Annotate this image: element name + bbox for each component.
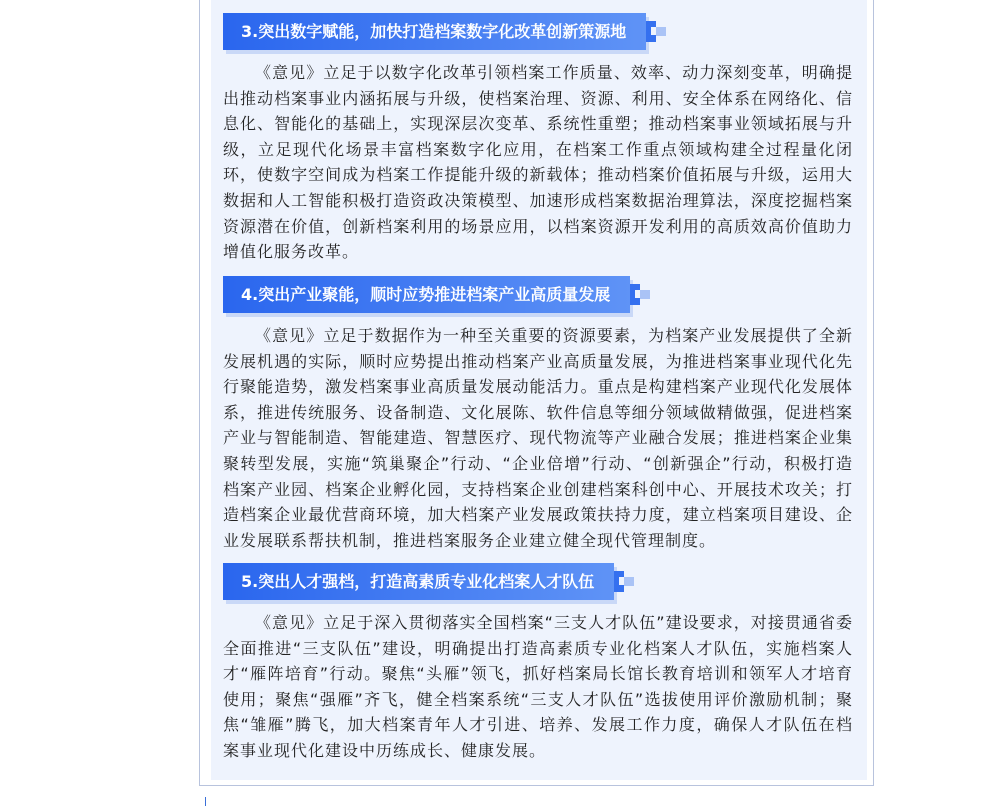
section-heading (223, 13, 646, 50)
section-paragraph: 《意见》立足于深入贯彻落实全国档案“三支人才队伍”建设要求，对接贯通省委全面推进“三支队伍”建设，明确提出打造高素质专业化档案人才队伍，实施档案人才“雁阵培育”行动。聚焦“头雁”领飞，抓好档案局长馆长教育培训和领军人才培育使用；聚焦“强雁”齐飞，健全档案系统“三支人才队伍”选拔使用评价激励机制；聚焦“雏雁”腾飞，加大档案青年人才引进、培养、发展工作力度，确保人才队伍在档案事业现代化建设中历练成长、健康发展。 (223, 613, 853, 760)
section-heading (223, 276, 630, 313)
heading-text: 3.突出数字赋能，加快打造档案数字化改革创新策源地 (241, 22, 627, 41)
article-frame (199, 0, 874, 786)
heading-text: 4.突出产业聚能，顺时应势推进档案产业高质量发展 (241, 285, 611, 304)
content-panel (211, 0, 867, 780)
text-cursor (205, 797, 206, 806)
section-paragraph: 《意见》立足于数据作为一种至关重要的资源要素，为档案产业发展提供了全新发展机遇的实际，顺时应势提出推动档案产业高质量发展，为推进档案事业现代化先行聚能造势，激发档案事业高质量发展动能活力。重点是构建档案产业现代化发展体系，推进传统服务、设备制造、文化展陈、软件信息等细分领域做精做强，促进档案产业与智能制造、智能建造、智慧医疗、现代物流等产业融合发展；推进档案企业集聚转型发展，实施“筑巢聚企”行动、“企业倍增”行动、“创新强企”行动，积极打造档案产业园、档案企业孵化园，支持档案企业创建档案科创中心、开展技术攻关；打造档案企业最优营商环境，加大档案产业发展政策扶持力度，建立档案项目建设、企业发展联系帮扶机制，推进档案服务企业建立健全现代管理制度。 (223, 326, 853, 550)
heading-text: 5.突出人才强档，打造高素质专业化档案人才队伍 (241, 572, 595, 591)
section-3 (223, 13, 853, 265)
section-heading (223, 563, 614, 600)
section-paragraph: 《意见》立足于以数字化改革引领档案工作质量、效率、动力深刻变革，明确提出推动档案事业内涵拓展与升级，使档案治理、资源、利用、安全体系在网络化、信息化、智能化的基础上，实现深层次变革、系统性重塑；推动档案事业领域拓展与升级，立足现代化场景丰富档案数字化应用，在档案工作重点领域构建全过程量化闭环，使数字空间成为档案工作提能升级的新载体；推动档案价值拓展与升级，运用大数据和人工智能积极打造资政决策模型、加速形成档案数据治理算法，深度挖掘档案资源潜在价值，创新档案利用的场景应用，以档案资源开发利用的高质效高价值助力增值化服务改革。 (223, 63, 853, 262)
section-5 (223, 563, 853, 764)
section-4 (223, 276, 853, 553)
